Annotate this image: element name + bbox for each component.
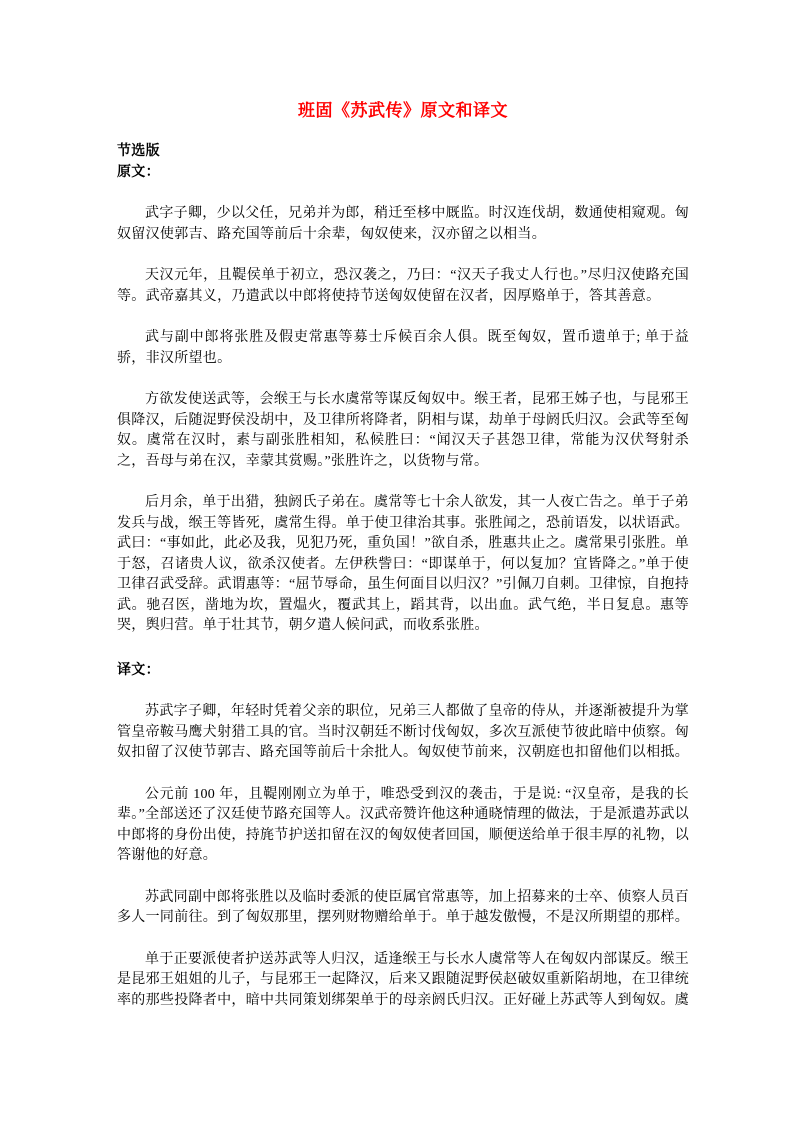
original-paragraph: 方欲发使送武等，会缑王与长水虞常等谋反匈奴中。缑王者，昆邪王姊子也，与昆邪王俱降汉，后随浞野侯没胡中，及卫律所将降者，阴相与谋，劫单于母阏氏归汉。会武等至匈奴。虞常在汉时，素与副张胜相知，私候胜曰：“闻汉天子甚怨卫律，常能为汉伏弩射杀之，吾母与弟在汉，幸蒙其赏赐。”张胜许之，以货物与常。 [117,392,689,469]
original-paragraph: 武与副中郎将张胜及假吏常惠等募士斥候百余人俱。既至匈奴，置币遗单于; 单于益骄，非汉所望也。 [117,330,689,366]
original-paragraph: 天汉元年，且鞮侯单于初立，恐汉袭之，乃曰：“汉天子我丈人行也。”尽归汉使路充国等。武帝嘉其义，乃遣武以中郎将使持节送匈奴使留在汉者，因厚赂单于，答其善意。 [117,268,689,304]
translation-paragraph: 苏武字子卿，年轻时凭着父亲的职位，兄弟三人都做了皇帝的侍从，并逐渐被提升为掌管皇帝鞍马鹰犬射猎工具的官。当时汉朝廷不断讨伐匈奴，多次互派使节彼此暗中侦察。匈奴扣留了汉使节郭吉、路充国等前后十余批人。匈奴使节前来，汉朝庭也扣留他们以相抵。 [117,704,689,760]
excerpt-version-label: 节选版 [117,144,160,159]
translation-paragraph: 单于正要派使者护送苏武等人归汉，适逢缑王与长水人虞常等人在匈奴内部谋反。缑王是昆邪王姐姐的儿子，与昆邪王一起降汉，后来又跟随浞野侯赵破奴重新陷胡地，在卫律统率的那些投降者中，暗中共同策划绑架单于的母亲阏氏归汉。正好碰上苏武等人到匈奴。虞 [117,951,689,1008]
translation-paragraph: 苏武同副中郎将张胜以及临时委派的使臣属官常惠等，加上招募来的士卒、侦察人员百多人一同前往。到了匈奴那里，摆列财物赠给单于。单于越发傲慢，不是汉所期望的那样。 [117,889,689,925]
document-title: 班固《苏武传》原文和译文 [298,101,508,120]
original-section-label: 原文： [117,164,160,180]
translation-section-label: 译文： [117,662,160,678]
translation-paragraph: 公元前 100 年，且鞮刚刚立为单于，唯恐受到汉的袭击，于是说: “汉皇帝，是我的长辈。”全部送还了汉廷使节路充国等人。汉武帝赞许他这种通晓情理的做法，于是派遣苏武以中郎将的身份出使，持旄节护送扣留在汉的匈奴使者回国，顺便送给单于很丰厚的礼物，以答谢他的好意。 [117,786,689,863]
document-content [117,0,689,1011]
original-paragraph: 后月余，单于出猎，独阏氏子弟在。虞常等七十余人欲发，其一人夜亡告之。单于子弟发兵与战，缑王等皆死，虞常生得。单于使卫律治其事。张胜闻之，恐前语发，以状语武。武曰：“事如此，此必及我，见犯乃死，重负国！”欲自杀，胜惠共止之。虞常果引张胜。单于怒，召诸贵人议，欲杀汉使者。左伊秩訾曰：“即谋单于，何以复加？宜皆降之。”单于使卫律召武受辞。武谓惠等：“屈节辱命，虽生何面目以归汉？”引佩刀自刺。卫律惊，自抱持武。驰召医，凿地为坎，置煴火，覆武其上，蹈其背，以出血。武气绝，半日复息。惠等哭，舆归营。单于壮其节，朝夕遣人候问武，而收系张胜。 [117,495,689,633]
original-paragraph: 武字子卿，少以父任，兄弟并为郎，稍迁至栘中厩监。时汉连伐胡，数通使相窥观。匈奴留汉使郭吉、路充国等前后十余辈，匈奴使来，汉亦留之以相当。 [117,206,689,242]
